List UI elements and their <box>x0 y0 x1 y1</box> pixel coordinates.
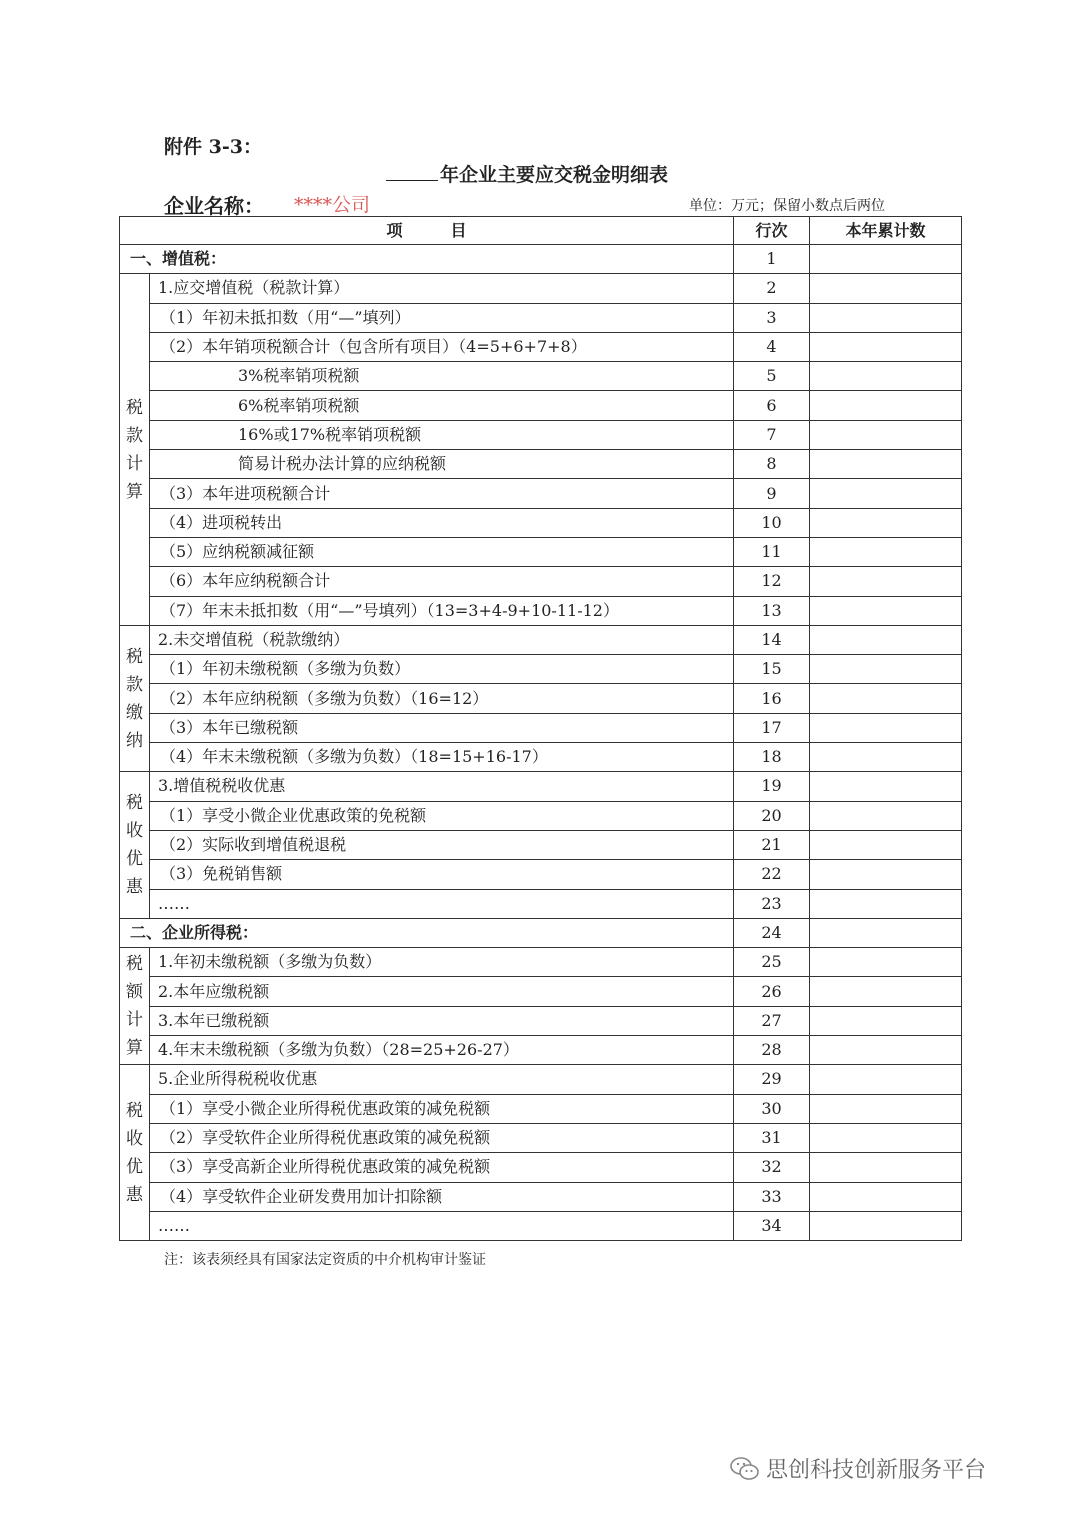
row-number: 1 <box>734 245 810 274</box>
table-row <box>120 713 962 742</box>
amount-cell <box>810 1094 962 1123</box>
row-number: 33 <box>734 1182 810 1211</box>
category-char: 税 <box>126 646 143 667</box>
row-number: 32 <box>734 1153 810 1182</box>
table-row <box>120 1153 962 1182</box>
category-char: 税 <box>126 793 143 814</box>
amount-cell <box>810 420 962 449</box>
item-label: …… <box>150 889 734 918</box>
amount-cell <box>810 1123 962 1152</box>
row-number: 13 <box>734 596 810 625</box>
item-label: （3）本年已缴税额 <box>150 713 734 742</box>
item-label: （2）本年应纳税额（多缴为负数）（16=12） <box>150 684 734 713</box>
amount-cell <box>810 713 962 742</box>
amount-cell <box>810 1065 962 1094</box>
table-row <box>120 948 962 977</box>
amount-cell <box>810 245 962 274</box>
table-row <box>120 684 962 713</box>
company-name-value: ****公司 <box>294 194 371 216</box>
row-number: 10 <box>734 508 810 537</box>
amount-cell <box>810 655 962 684</box>
amount-cell <box>810 830 962 859</box>
row-number: 14 <box>734 625 810 654</box>
amount-cell <box>810 303 962 332</box>
row-number: 5 <box>734 362 810 391</box>
row-number: 11 <box>734 537 810 566</box>
item-label: 5.企业所得税税收优惠 <box>150 1065 734 1094</box>
amount-cell <box>810 1182 962 1211</box>
category-char: 算 <box>126 481 143 502</box>
row-number: 26 <box>734 977 810 1006</box>
category-char: 纳 <box>126 730 143 751</box>
row-number: 17 <box>734 713 810 742</box>
category-char: 额 <box>126 982 143 1003</box>
row-number: 20 <box>734 801 810 830</box>
item-label: 3%税率销项税额 <box>150 362 734 391</box>
item-label: （2）享受软件企业所得税优惠政策的减免税额 <box>150 1123 734 1152</box>
row-number: 16 <box>734 684 810 713</box>
table-row <box>120 508 962 537</box>
row-number: 4 <box>734 332 810 361</box>
row-number: 7 <box>734 420 810 449</box>
footnote: 注：该表须经具有国家法定资质的中介机构审计鉴证 <box>164 1252 486 1268</box>
row-number: 23 <box>734 889 810 918</box>
item-label: （4）享受软件企业研发费用加计扣除额 <box>150 1182 734 1211</box>
watermark <box>730 1453 986 1484</box>
header-row-no: 行次 <box>734 217 810 245</box>
row-number: 19 <box>734 772 810 801</box>
amount-cell <box>810 889 962 918</box>
category-char: 税 <box>126 1100 143 1121</box>
table-row <box>120 420 962 449</box>
table-row <box>120 274 962 303</box>
item-label: 16%或17%税率销项税额 <box>150 420 734 449</box>
category-char: 惠 <box>126 1184 143 1205</box>
table-row <box>120 1006 962 1035</box>
item-label: （1）年初未抵扣数（用“—”填列） <box>150 303 734 332</box>
table-row <box>120 537 962 566</box>
table-row <box>120 772 962 801</box>
item-label: （5）应纳税额减征额 <box>150 537 734 566</box>
category-char: 缴 <box>126 702 143 723</box>
header-amount: 本年累计数 <box>810 217 962 245</box>
table-row <box>120 1065 962 1094</box>
category-cell <box>120 1065 150 1241</box>
item-label: （1）年初未缴税额（多缴为负数） <box>150 655 734 684</box>
item-label: 4.年末未缴税额（多缴为负数）（28=25+26-27） <box>150 1036 734 1065</box>
item-label: （3）本年进项税额合计 <box>150 479 734 508</box>
table-row <box>120 450 962 479</box>
amount-cell <box>810 860 962 889</box>
category-char: 计 <box>126 1010 143 1031</box>
amount-cell <box>810 274 962 303</box>
row-number: 8 <box>734 450 810 479</box>
item-label: （2）本年销项税额合计（包含所有项目）（4=5+6+7+8） <box>150 332 734 361</box>
title-text: 年企业主要应交税金明细表 <box>440 164 669 186</box>
amount-cell <box>810 537 962 566</box>
amount-cell <box>810 391 962 420</box>
item-label: （3）免税销售额 <box>150 860 734 889</box>
amount-cell <box>810 948 962 977</box>
row-number: 25 <box>734 948 810 977</box>
amount-cell <box>810 625 962 654</box>
table-row <box>120 1123 962 1152</box>
item-label: （6）本年应纳税额合计 <box>150 567 734 596</box>
category-cell <box>120 948 150 1065</box>
item-label: （4）进项税转出 <box>150 508 734 537</box>
watermark-text: 思创科技创新服务平台 <box>766 1458 987 1483</box>
table-row <box>120 860 962 889</box>
category-char: 计 <box>126 453 143 474</box>
amount-cell <box>810 332 962 361</box>
table-row <box>120 1182 962 1211</box>
amount-cell <box>810 1036 962 1065</box>
section-row <box>120 918 962 947</box>
table-row <box>120 362 962 391</box>
document-title <box>386 160 668 187</box>
item-label: 3.本年已缴税额 <box>150 1006 734 1035</box>
row-number: 24 <box>734 918 810 947</box>
category-char: 优 <box>126 849 143 870</box>
row-number: 27 <box>734 1006 810 1035</box>
table-row <box>120 801 962 830</box>
table-row <box>120 977 962 1006</box>
item-label: …… <box>150 1211 734 1240</box>
amount-cell <box>810 772 962 801</box>
row-number: 9 <box>734 479 810 508</box>
table-row <box>120 391 962 420</box>
table-row <box>120 889 962 918</box>
table-row <box>120 1211 962 1240</box>
item-label: 6%税率销项税额 <box>150 391 734 420</box>
item-label: 2.本年应缴税额 <box>150 977 734 1006</box>
category-char: 款 <box>126 425 143 446</box>
row-number: 2 <box>734 274 810 303</box>
amount-cell <box>810 743 962 772</box>
item-label: 3.增值税税收优惠 <box>150 772 734 801</box>
row-number: 6 <box>734 391 810 420</box>
amount-cell <box>810 977 962 1006</box>
row-number: 28 <box>734 1036 810 1065</box>
item-label: 简易计税办法计算的应纳税额 <box>150 450 734 479</box>
item-label: 1.年初未缴税额（多缴为负数） <box>150 948 734 977</box>
table-row <box>120 303 962 332</box>
item-label: 1.应交增值税（税款计算） <box>150 274 734 303</box>
wechat-icon <box>730 1456 760 1482</box>
amount-cell <box>810 362 962 391</box>
amount-cell <box>810 1153 962 1182</box>
amount-cell <box>810 684 962 713</box>
item-label: （4）年末未缴税额（多缴为负数）（18=15+16-17） <box>150 743 734 772</box>
table-row <box>120 1036 962 1065</box>
company-name-label: 企业名称： <box>164 194 264 218</box>
amount-cell <box>810 567 962 596</box>
amount-cell <box>810 596 962 625</box>
item-label: （1）享受小微企业优惠政策的免税额 <box>150 801 734 830</box>
row-number: 12 <box>734 567 810 596</box>
amount-cell <box>810 479 962 508</box>
attachment-label: 附件 3-3： <box>164 136 262 158</box>
category-char: 税 <box>126 397 143 418</box>
amount-cell <box>810 450 962 479</box>
section-row <box>120 245 962 274</box>
table-header-row <box>120 217 962 245</box>
year-blank <box>386 162 438 181</box>
table-row <box>120 1094 962 1123</box>
table-row <box>120 332 962 361</box>
row-number: 3 <box>734 303 810 332</box>
table-row <box>120 625 962 654</box>
table-row <box>120 567 962 596</box>
row-number: 29 <box>734 1065 810 1094</box>
row-number: 30 <box>734 1094 810 1123</box>
category-char: 税 <box>126 954 143 975</box>
section-label: 二、企业所得税： <box>120 918 734 947</box>
row-number: 18 <box>734 743 810 772</box>
category-cell <box>120 274 150 626</box>
item-label: （1）享受小微企业所得税优惠政策的减免税额 <box>150 1094 734 1123</box>
row-number: 34 <box>734 1211 810 1240</box>
category-char: 惠 <box>126 877 143 898</box>
item-label: （2）实际收到增值税退税 <box>150 830 734 859</box>
section-label: 一、增值税： <box>120 245 734 274</box>
amount-cell <box>810 1006 962 1035</box>
table-row <box>120 655 962 684</box>
category-char: 收 <box>126 1128 143 1149</box>
category-cell <box>120 772 150 918</box>
unit-note: 单位：万元；保留小数点后两位 <box>689 198 885 214</box>
table-row <box>120 596 962 625</box>
table-row <box>120 479 962 508</box>
category-char: 优 <box>126 1156 143 1177</box>
row-number: 31 <box>734 1123 810 1152</box>
item-label: 2.未交增值税（税款缴纳） <box>150 625 734 654</box>
table-row <box>120 743 962 772</box>
amount-cell <box>810 918 962 947</box>
header-item: 项 目 <box>120 217 734 245</box>
row-number: 15 <box>734 655 810 684</box>
table-row <box>120 830 962 859</box>
row-number: 22 <box>734 860 810 889</box>
category-char: 收 <box>126 821 143 842</box>
row-number: 21 <box>734 830 810 859</box>
amount-cell <box>810 1211 962 1240</box>
amount-cell <box>810 508 962 537</box>
category-cell <box>120 625 150 771</box>
amount-cell <box>810 801 962 830</box>
category-char: 算 <box>126 1038 143 1059</box>
item-label: （3）享受高新企业所得税优惠政策的减免税额 <box>150 1153 734 1182</box>
category-char: 款 <box>126 674 143 695</box>
tax-detail-table <box>119 216 962 1241</box>
item-label: （7）年末未抵扣数（用“—”号填列）（13=3+4-9+10-11-12） <box>150 596 734 625</box>
